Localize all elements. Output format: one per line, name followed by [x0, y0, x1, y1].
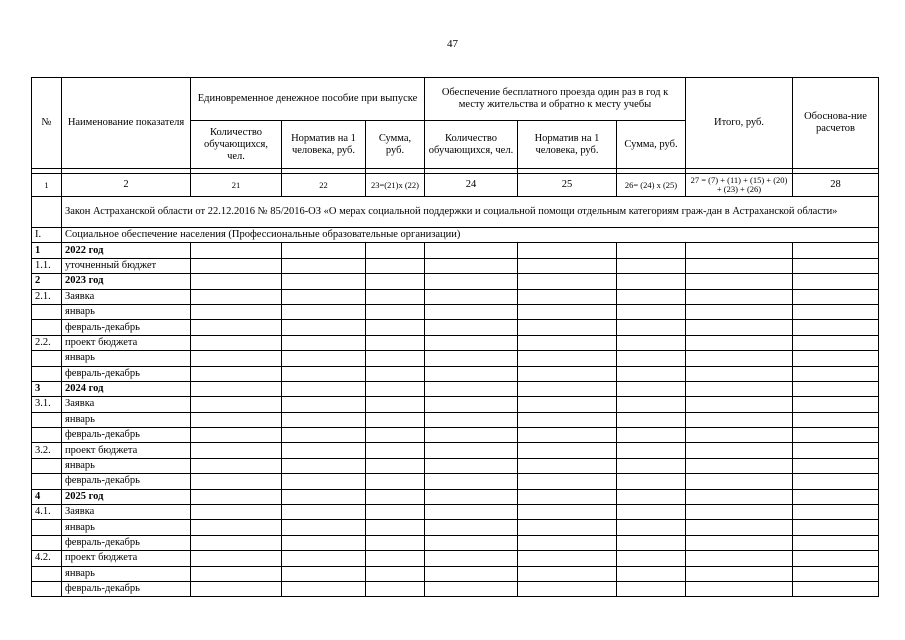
value-cell: [425, 289, 518, 304]
row-number: 3.1.: [32, 397, 62, 412]
value-cell: [793, 351, 879, 366]
value-cell: [191, 428, 282, 443]
value-cell: [518, 505, 617, 520]
budget-table: [31, 77, 879, 597]
value-cell: [366, 258, 425, 273]
value-cell: [191, 489, 282, 504]
law-row: [32, 197, 879, 228]
value-cell: [191, 289, 282, 304]
value-cell: [425, 412, 518, 427]
value-cell: [282, 335, 366, 350]
row-label: Заявка: [62, 505, 191, 520]
value-cell: [366, 489, 425, 504]
value-cell: [282, 505, 366, 520]
value-cell: [425, 443, 518, 458]
value-cell: [425, 489, 518, 504]
num-23: 23=(21)x (22): [366, 174, 425, 197]
value-cell: [617, 366, 686, 381]
row-label: январь: [62, 351, 191, 366]
value-cell: [617, 289, 686, 304]
header-col-no: №: [32, 78, 62, 169]
value-cell: [191, 520, 282, 535]
value-cell: [191, 566, 282, 581]
row-number: 2.2.: [32, 335, 62, 350]
value-cell: [282, 381, 366, 396]
value-cell: [282, 412, 366, 427]
value-cell: [686, 335, 793, 350]
value-cell: [793, 520, 879, 535]
table-row: [32, 566, 879, 581]
header-count-1: Количество обучающихся, чел.: [191, 121, 282, 169]
value-cell: [518, 243, 617, 258]
value-cell: [282, 566, 366, 581]
header-sum-2: Сумма, руб.: [617, 121, 686, 169]
row-label: январь: [62, 304, 191, 319]
value-cell: [425, 274, 518, 289]
row-label: 2024 год: [62, 381, 191, 396]
row-label: февраль-декабрь: [62, 320, 191, 335]
value-cell: [686, 304, 793, 319]
table-row: [32, 397, 879, 412]
table-row: [32, 458, 879, 473]
value-cell: [617, 428, 686, 443]
value-cell: [425, 566, 518, 581]
value-cell: [617, 351, 686, 366]
value-cell: [617, 520, 686, 535]
value-cell: [686, 566, 793, 581]
value-cell: [425, 335, 518, 350]
value-cell: [366, 366, 425, 381]
value-cell: [425, 535, 518, 550]
value-cell: [617, 335, 686, 350]
table-row: [32, 443, 879, 458]
table-row: [32, 289, 879, 304]
num-22: 22: [282, 174, 366, 197]
row-label: Заявка: [62, 397, 191, 412]
header-norm-1: Норматив на 1 человека, руб.: [282, 121, 366, 169]
row-label: январь: [62, 412, 191, 427]
value-cell: [793, 428, 879, 443]
value-cell: [282, 258, 366, 273]
value-cell: [191, 304, 282, 319]
value-cell: [686, 535, 793, 550]
value-cell: [793, 443, 879, 458]
value-cell: [617, 489, 686, 504]
value-cell: [366, 458, 425, 473]
value-cell: [366, 581, 425, 596]
table-row: [32, 489, 879, 504]
table-row: [32, 258, 879, 273]
value-cell: [793, 489, 879, 504]
value-cell: [425, 428, 518, 443]
row-number: 1: [32, 243, 62, 258]
row-number: [32, 520, 62, 535]
value-cell: [793, 397, 879, 412]
value-cell: [366, 535, 425, 550]
value-cell: [425, 505, 518, 520]
value-cell: [518, 258, 617, 273]
value-cell: [793, 366, 879, 381]
law-text: Закон Астраханской области от 22.12.2016 № 85/2016-ОЗ «О мерах социальной поддержки и социальной помощи отдельным категориям граж-дан в Астраханской области»: [62, 197, 879, 228]
value-cell: [282, 320, 366, 335]
value-cell: [518, 397, 617, 412]
value-cell: [617, 274, 686, 289]
value-cell: [282, 520, 366, 535]
value-cell: [366, 304, 425, 319]
header-count-2: Количество обучающихся, чел.: [425, 121, 518, 169]
value-cell: [425, 351, 518, 366]
value-cell: [366, 351, 425, 366]
value-cell: [366, 474, 425, 489]
value-cell: [518, 520, 617, 535]
row-number: 4.2.: [32, 551, 62, 566]
value-cell: [793, 320, 879, 335]
row-number: 2.1.: [32, 289, 62, 304]
header-sum-1: Сумма, руб.: [366, 121, 425, 169]
row-number: 1.1.: [32, 258, 62, 273]
row-number: [32, 351, 62, 366]
value-cell: [366, 428, 425, 443]
header-norm-2: Норматив на 1 человека, руб.: [518, 121, 617, 169]
value-cell: [191, 458, 282, 473]
row-number: 4.1.: [32, 505, 62, 520]
row-number: [32, 474, 62, 489]
value-cell: [191, 320, 282, 335]
table-row: [32, 428, 879, 443]
value-cell: [191, 474, 282, 489]
value-cell: [518, 535, 617, 550]
value-cell: [425, 581, 518, 596]
row-number: [32, 566, 62, 581]
value-cell: [793, 535, 879, 550]
value-cell: [793, 581, 879, 596]
row-label: февраль-декабрь: [62, 366, 191, 381]
value-cell: [518, 551, 617, 566]
row-number: [32, 320, 62, 335]
value-cell: [793, 304, 879, 319]
value-cell: [686, 412, 793, 427]
row-label: февраль-декабрь: [62, 535, 191, 550]
num-21: 21: [191, 174, 282, 197]
table-row: [32, 320, 879, 335]
value-cell: [282, 443, 366, 458]
header-col-basis: Обоснова-ние расчетов: [793, 78, 879, 169]
value-cell: [366, 412, 425, 427]
value-cell: [191, 351, 282, 366]
row-label: проект бюджета: [62, 551, 191, 566]
value-cell: [793, 412, 879, 427]
row-number: [32, 581, 62, 596]
value-cell: [282, 289, 366, 304]
value-cell: [686, 366, 793, 381]
value-cell: [518, 443, 617, 458]
value-cell: [686, 274, 793, 289]
numbering-row: [32, 174, 879, 197]
row-number: [32, 366, 62, 381]
value-cell: [282, 581, 366, 596]
value-cell: [617, 474, 686, 489]
value-cell: [191, 505, 282, 520]
row-number: [32, 304, 62, 319]
value-cell: [518, 381, 617, 396]
value-cell: [191, 335, 282, 350]
value-cell: [518, 566, 617, 581]
row-number: [32, 458, 62, 473]
value-cell: [282, 458, 366, 473]
value-cell: [366, 243, 425, 258]
value-cell: [191, 397, 282, 412]
table-row: [32, 581, 879, 596]
value-cell: [793, 274, 879, 289]
value-cell: [686, 289, 793, 304]
num-24: 24: [425, 174, 518, 197]
value-cell: [793, 566, 879, 581]
value-cell: [282, 551, 366, 566]
value-cell: [425, 258, 518, 273]
table-row: [32, 366, 879, 381]
value-cell: [191, 535, 282, 550]
value-cell: [617, 397, 686, 412]
row-number: 3: [32, 381, 62, 396]
num-26: 26= (24) x (25): [617, 174, 686, 197]
num-2: 2: [62, 174, 191, 197]
value-cell: [617, 304, 686, 319]
value-cell: [518, 489, 617, 504]
value-cell: [425, 320, 518, 335]
value-cell: [518, 366, 617, 381]
value-cell: [425, 243, 518, 258]
value-cell: [282, 489, 366, 504]
value-cell: [518, 458, 617, 473]
value-cell: [191, 258, 282, 273]
row-label: 2025 год: [62, 489, 191, 504]
value-cell: [425, 366, 518, 381]
value-cell: [686, 520, 793, 535]
num-27: 27 = (7) + (11) + (15) + (20) + (23) + (26): [686, 174, 793, 197]
section-title: Социальное обеспечение населения (Профессиональные образовательные организации): [62, 228, 879, 243]
table-row: [32, 274, 879, 289]
row-label: январь: [62, 458, 191, 473]
value-cell: [366, 443, 425, 458]
row-label: проект бюджета: [62, 443, 191, 458]
section-row: [32, 228, 879, 243]
value-cell: [793, 474, 879, 489]
value-cell: [366, 397, 425, 412]
value-cell: [617, 258, 686, 273]
section-number: I.: [32, 228, 62, 243]
value-cell: [366, 274, 425, 289]
row-label: январь: [62, 566, 191, 581]
value-cell: [282, 304, 366, 319]
value-cell: [191, 412, 282, 427]
value-cell: [617, 381, 686, 396]
table-body: [32, 78, 879, 597]
value-cell: [617, 412, 686, 427]
value-cell: [793, 551, 879, 566]
header-col-name: Наименование показателя: [62, 78, 191, 169]
value-cell: [617, 505, 686, 520]
value-cell: [518, 320, 617, 335]
value-cell: [366, 551, 425, 566]
row-label: январь: [62, 520, 191, 535]
value-cell: [793, 381, 879, 396]
table-row: [32, 351, 879, 366]
value-cell: [191, 243, 282, 258]
value-cell: [282, 366, 366, 381]
value-cell: [617, 566, 686, 581]
row-number: [32, 428, 62, 443]
value-cell: [686, 581, 793, 596]
value-cell: [282, 274, 366, 289]
value-cell: [518, 428, 617, 443]
value-cell: [686, 320, 793, 335]
header-col-total: Итого, руб.: [686, 78, 793, 169]
table-row: [32, 304, 879, 319]
value-cell: [366, 566, 425, 581]
num-25: 25: [518, 174, 617, 197]
table-row: [32, 474, 879, 489]
row-label: Заявка: [62, 289, 191, 304]
value-cell: [518, 274, 617, 289]
value-cell: [282, 428, 366, 443]
value-cell: [425, 458, 518, 473]
value-cell: [518, 474, 617, 489]
value-cell: [191, 274, 282, 289]
value-cell: [793, 243, 879, 258]
value-cell: [191, 381, 282, 396]
table-row: [32, 412, 879, 427]
header-group-allowance: Единовременное денежное пособие при выпуске: [191, 78, 425, 121]
value-cell: [617, 443, 686, 458]
value-cell: [518, 335, 617, 350]
value-cell: [366, 520, 425, 535]
value-cell: [282, 351, 366, 366]
table-row: [32, 520, 879, 535]
row-label: февраль-декабрь: [62, 474, 191, 489]
value-cell: [686, 458, 793, 473]
value-cell: [617, 320, 686, 335]
value-cell: [425, 474, 518, 489]
value-cell: [366, 289, 425, 304]
row-label: уточненный бюджет: [62, 258, 191, 273]
value-cell: [617, 535, 686, 550]
value-cell: [793, 335, 879, 350]
table-row: [32, 551, 879, 566]
table-row: [32, 243, 879, 258]
value-cell: [191, 443, 282, 458]
row-label: 2023 год: [62, 274, 191, 289]
value-cell: [686, 443, 793, 458]
value-cell: [686, 474, 793, 489]
value-cell: [518, 581, 617, 596]
value-cell: [686, 397, 793, 412]
value-cell: [617, 243, 686, 258]
row-number: [32, 535, 62, 550]
value-cell: [617, 581, 686, 596]
value-cell: [686, 428, 793, 443]
value-cell: [686, 258, 793, 273]
value-cell: [425, 520, 518, 535]
value-cell: [282, 397, 366, 412]
num-28: 28: [793, 174, 879, 197]
value-cell: [191, 581, 282, 596]
row-number: 2: [32, 274, 62, 289]
table-row: [32, 381, 879, 396]
value-cell: [617, 458, 686, 473]
value-cell: [686, 351, 793, 366]
value-cell: [686, 381, 793, 396]
value-cell: [425, 397, 518, 412]
value-cell: [793, 458, 879, 473]
table-row: [32, 535, 879, 550]
value-cell: [282, 243, 366, 258]
value-cell: [425, 381, 518, 396]
row-number: 4: [32, 489, 62, 504]
value-cell: [617, 551, 686, 566]
row-number: [32, 412, 62, 427]
table-row: [32, 505, 879, 520]
value-cell: [793, 289, 879, 304]
value-cell: [366, 505, 425, 520]
row-label: февраль-декабрь: [62, 581, 191, 596]
value-cell: [366, 381, 425, 396]
value-cell: [282, 535, 366, 550]
value-cell: [793, 505, 879, 520]
value-cell: [191, 551, 282, 566]
row-label: проект бюджета: [62, 335, 191, 350]
table-row: [32, 335, 879, 350]
value-cell: [518, 289, 617, 304]
value-cell: [191, 366, 282, 381]
value-cell: [518, 351, 617, 366]
value-cell: [793, 258, 879, 273]
header-row-1: [32, 78, 879, 121]
value-cell: [366, 320, 425, 335]
num-1: 1: [32, 174, 62, 197]
header-group-travel: Обеспечение бесплатного проезда один раз в год к месту жительства и обратно к месту учебы: [425, 78, 686, 121]
value-cell: [282, 474, 366, 489]
row-number: 3.2.: [32, 443, 62, 458]
row-label: 2022 год: [62, 243, 191, 258]
value-cell: [518, 412, 617, 427]
value-cell: [518, 304, 617, 319]
value-cell: [686, 505, 793, 520]
page-number: 47: [447, 38, 458, 50]
value-cell: [425, 304, 518, 319]
row-label: февраль-декабрь: [62, 428, 191, 443]
value-cell: [686, 551, 793, 566]
value-cell: [425, 551, 518, 566]
value-cell: [686, 489, 793, 504]
value-cell: [366, 335, 425, 350]
value-cell: [686, 243, 793, 258]
